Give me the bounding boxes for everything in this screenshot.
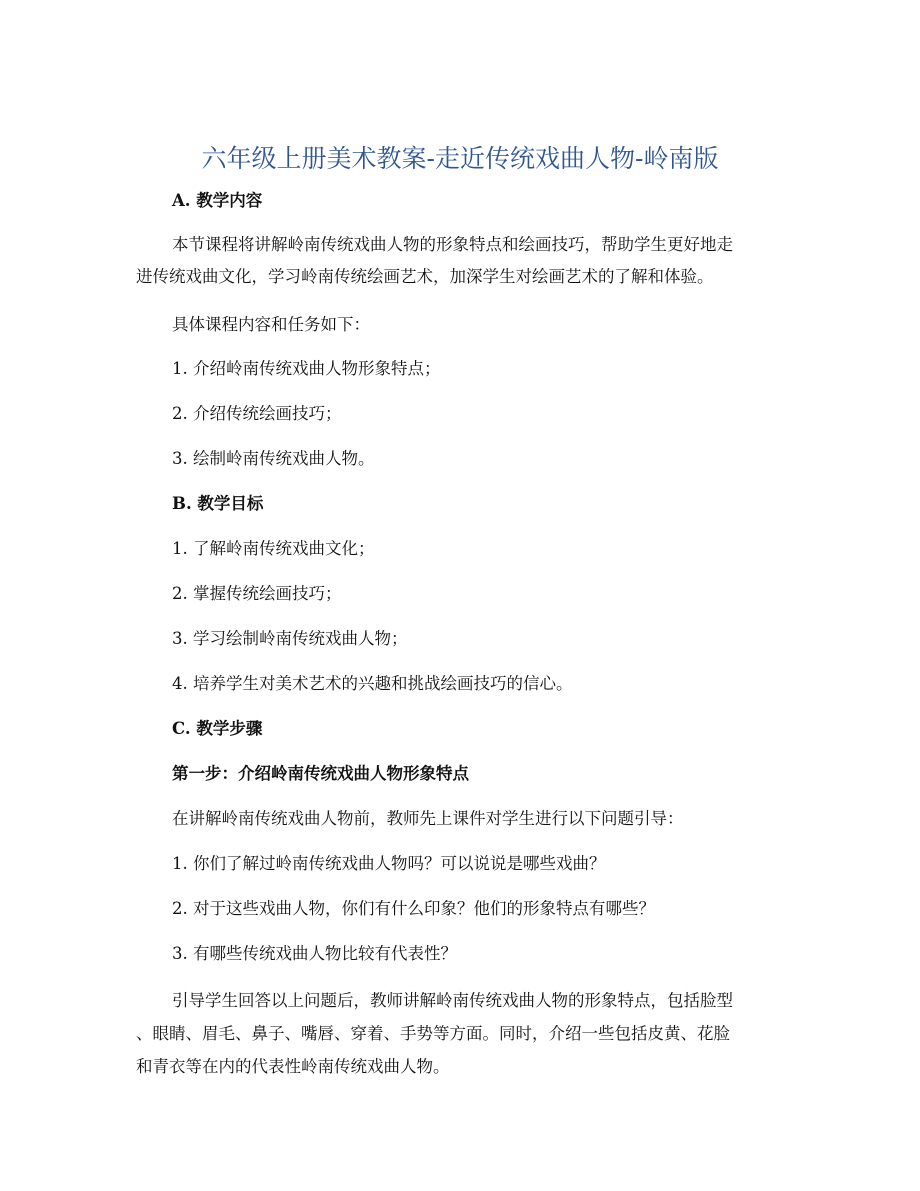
step-1-lead: 在讲解岭南传统戏曲人物前，教师先上课件对学生进行以下问题引导： <box>172 809 684 828</box>
intro-paragraph-line-2: 进传统戏曲文化，学习岭南传统绘画艺术，加深学生对绘画艺术的了解和体验。 <box>136 267 714 286</box>
document-title: 六年级上册美术教案-走近传统戏曲人物-岭南版 <box>201 144 719 173</box>
summary-paragraph-line-2: 、眼睛、眉毛、鼻子、嘴唇、穿着、手势等方面。同时，介绍一些包括皮黄、花脸 <box>136 1024 730 1043</box>
goal-item: 4. 培养学生对美术艺术的兴趣和挑战绘画技巧的信心。 <box>172 674 573 693</box>
question-item: 1. 你们了解过岭南传统戏曲人物吗？可以说说是哪些戏曲？ <box>172 854 606 873</box>
goal-item: 1. 了解岭南传统戏曲文化； <box>172 539 375 558</box>
summary-paragraph-line-1: 引导学生回答以上问题后，教师讲解岭南传统戏曲人物的形象特点，包括脸型 <box>172 991 733 1010</box>
question-item: 3. 有哪些传统戏曲人物比较有代表性？ <box>172 944 457 963</box>
step-1-heading: 第一步：介绍岭南传统戏曲人物形象特点 <box>172 764 469 783</box>
summary-paragraph-line-3: 和青衣等在内的代表性岭南传统戏曲人物。 <box>136 1057 450 1076</box>
task-item: 3. 绘制岭南传统戏曲人物。 <box>172 449 375 468</box>
goal-item: 3. 学习绘制岭南传统戏曲人物； <box>172 629 408 648</box>
task-item: 2. 介绍传统绘画技巧； <box>172 404 342 423</box>
intro-paragraph-line-1: 本节课程将讲解岭南传统戏曲人物的形象特点和绘画技巧，帮助学生更好地走 <box>172 235 733 254</box>
task-item: 1. 介绍岭南传统戏曲人物形象特点； <box>172 359 441 378</box>
section-a-heading: A. 教学内容 <box>172 191 263 210</box>
section-c-heading: C. 教学步骤 <box>172 719 263 738</box>
question-item: 2. 对于这些戏曲人物，你们有什么印象？他们的形象特点有哪些？ <box>172 899 655 918</box>
goal-item: 2. 掌握传统绘画技巧； <box>172 584 342 603</box>
tasks-lead: 具体课程内容和任务如下： <box>172 315 370 334</box>
section-b-heading: B. 教学目标 <box>172 494 264 513</box>
